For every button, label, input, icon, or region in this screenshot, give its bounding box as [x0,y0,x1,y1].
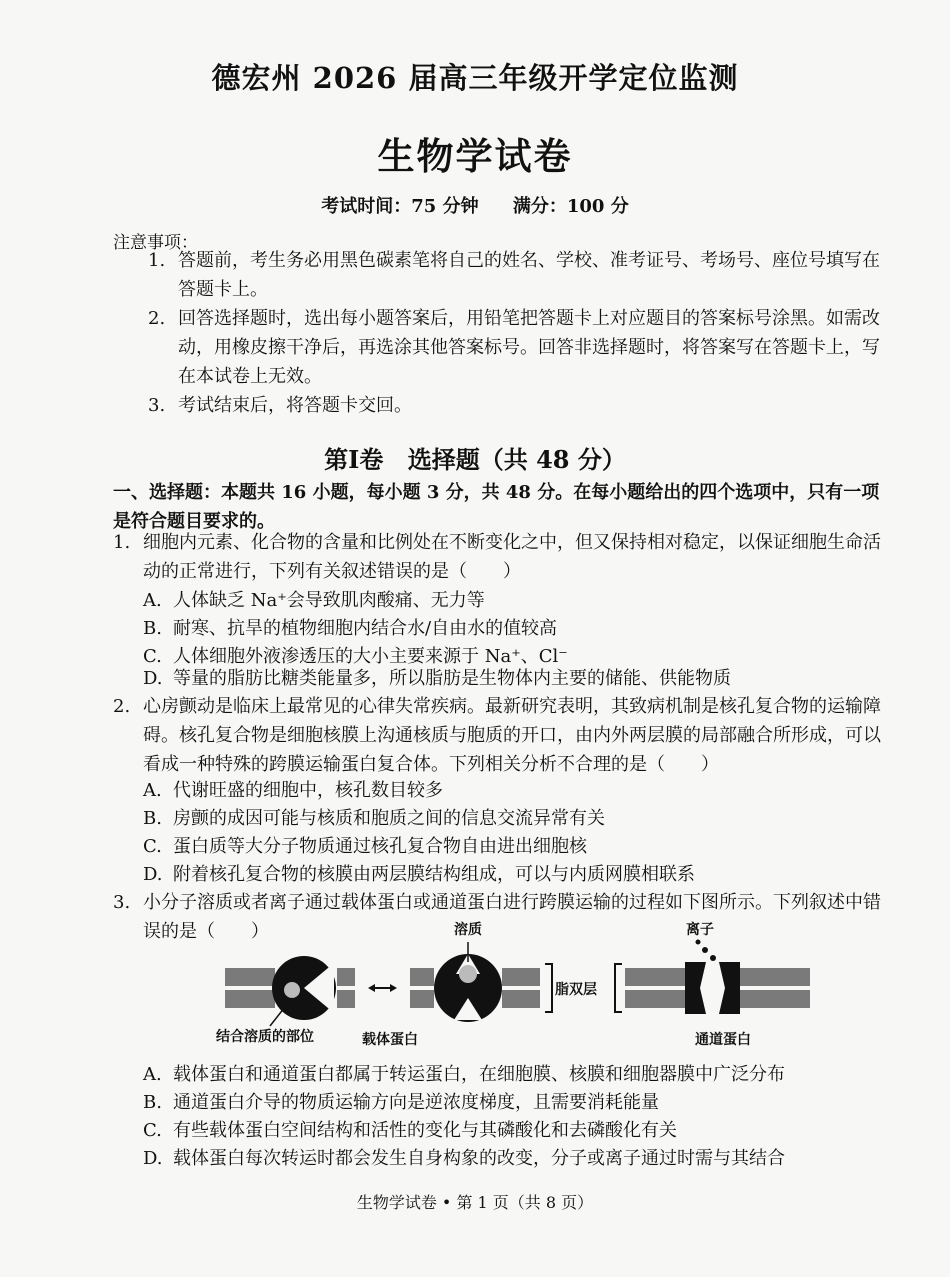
question-2 [113,692,888,779]
option-text: 代谢旺盛的细胞中，核孔数目较多 [173,780,443,801]
notice-num: 1. [148,250,166,271]
option-label: D. [143,1148,163,1169]
exam-title: 德宏州 2026 届高三年级开学定位监测 [211,61,739,95]
question-stem: 细胞内元素、化合物的含量和比例处在不断变化之中，但又保持相对稳定，以保证细胞生命活动的正常进行，下列有关叙述错误的是（ ） [143,532,881,582]
option-text: 附着核孔复合物的核膜由两层膜结构组成，可以与内质网膜相联系 [173,864,695,885]
question-number: 1. [113,532,131,553]
option-label: A. [143,1064,162,1085]
notice-num: 3. [148,395,166,416]
option-text: 载体蛋白每次转运时都会发生自身构象的改变，分子或离子通过时需与其结合 [173,1148,785,1169]
option-label: B. [143,1092,162,1113]
option-label: C. [143,836,162,857]
notice-text: 考试结束后，将答题卡交回。 [178,395,412,416]
membrane-transport-figure [200,918,820,1058]
option-3b [143,1088,888,1117]
ion-label: 离子 [686,922,714,938]
option-label: B. [143,618,162,639]
notice-text: 答题前，考生务必用黑色碳素笔将自己的姓名、学校、准考证号、考场号、座位号填写在答题卡上。 [178,250,880,300]
question-number: 3. [113,892,131,913]
carrier-protein-label: 载体蛋白 [362,1032,418,1048]
option-label: C. [143,646,162,667]
question-stem: 小分子溶质或者离子通过载体蛋白或通道蛋白进行跨膜运输的过程如下图所示。下列叙述中错误的是（ ） [143,892,881,942]
option-2b [143,804,888,833]
option-1b [143,614,888,643]
option-2d [143,860,888,889]
option-text: 有些载体蛋白空间结构和活性的变化与其磷酸化和去磷酸化有关 [173,1120,677,1141]
option-text: 人体缺乏 Na⁺会导致肌肉酸痛、无力等 [173,590,485,611]
notice-text: 回答选择题时，选出每小题答案后，用铅笔把答题卡上对应题目的答案标号涂黑。如需改动，用橡皮擦干净后，再选涂其他答案标号。回答非选择题时，将答案写在答题卡上，写在本试卷上无效。 [178,308,880,387]
option-label: C. [143,1120,162,1141]
lipid-bilayer-right [625,968,810,1008]
option-3c [143,1116,888,1145]
carrier-protein-bound [434,954,502,1022]
option-2a [143,776,888,805]
channel-protein-label: 通道蛋白 [695,1032,751,1048]
option-2c [143,832,888,861]
option-text: 载体蛋白和通道蛋白都属于转运蛋白，在细胞膜、核膜和细胞器膜中广泛分布 [173,1064,785,1085]
binding-site-label: 结合溶质的部位 [216,1029,314,1045]
option-1a [143,586,888,615]
option-text: 蛋白质等大分子物质通过核孔复合物自由进出细胞核 [173,836,587,857]
notice-item [148,246,888,304]
section-name: 选择题（共 48 分） [407,445,626,474]
option-text: 房颤的成因可能与核质和胞质之间的信息交流异常有关 [173,808,605,829]
channel-protein [685,940,740,1015]
notice-num: 2. [148,308,166,329]
section-part: 第Ⅰ卷 [324,445,384,474]
question-number: 2. [113,696,131,717]
question-1 [113,528,888,586]
subject-title: 生物学试卷 [377,134,573,178]
option-1d [143,664,888,693]
section-instruction: 一、选择题：本题共 16 小题，每小题 3 分，共 48 分。在每小题给出的四个选项中，只有一项是符合题目要求的。 [113,482,880,532]
page-footer: 生物学试卷 • 第 1 页（共 8 页） [356,1193,594,1212]
option-label: A. [143,780,162,801]
option-label: D. [143,668,163,689]
exam-info [0,192,950,218]
solute-label: 溶质 [454,922,482,938]
full-score: 满分：100 分 [512,196,629,217]
option-3d [143,1144,888,1173]
notice-item [148,391,888,420]
bilayer-bracket-left [545,964,552,1012]
option-text: 等量的脂肪比糖类能量多，所以脂肪是生物体内主要的储能、供能物质 [173,668,731,689]
notice-title: 注意事项： [113,233,198,253]
option-text: 人体细胞外液渗透压的大小主要来源于 Na⁺、Cl⁻ [173,646,568,667]
notice-item [148,304,888,391]
option-label: A. [143,590,162,611]
exam-time: 考试时间：75 分钟 [321,196,479,217]
option-label: B. [143,808,162,829]
double-arrow-icon [368,984,397,992]
lipid-bilayer-label: 脂双层 [555,982,597,998]
question-stem: 心房颤动是临床上最常见的心律失常疾病。最新研究表明，其致病机制是核孔复合物的运输障碍。核孔复合物是细胞核膜上沟通核质与胞质的开口，由内外两层膜的局部融合所形成，可以看成一种特殊的跨膜运输蛋白复合体。下列相关分析不合理的是（ ） [143,696,881,775]
option-text: 通道蛋白介导的物质运输方向是逆浓度梯度，且需要消耗能量 [173,1092,659,1113]
option-3a [143,1060,888,1089]
section-heading [0,440,950,475]
option-label: D. [143,864,163,885]
bilayer-bracket-right [615,964,622,1012]
option-text: 耐寒、抗旱的植物细胞内结合水/自由水的值较高 [173,618,558,639]
